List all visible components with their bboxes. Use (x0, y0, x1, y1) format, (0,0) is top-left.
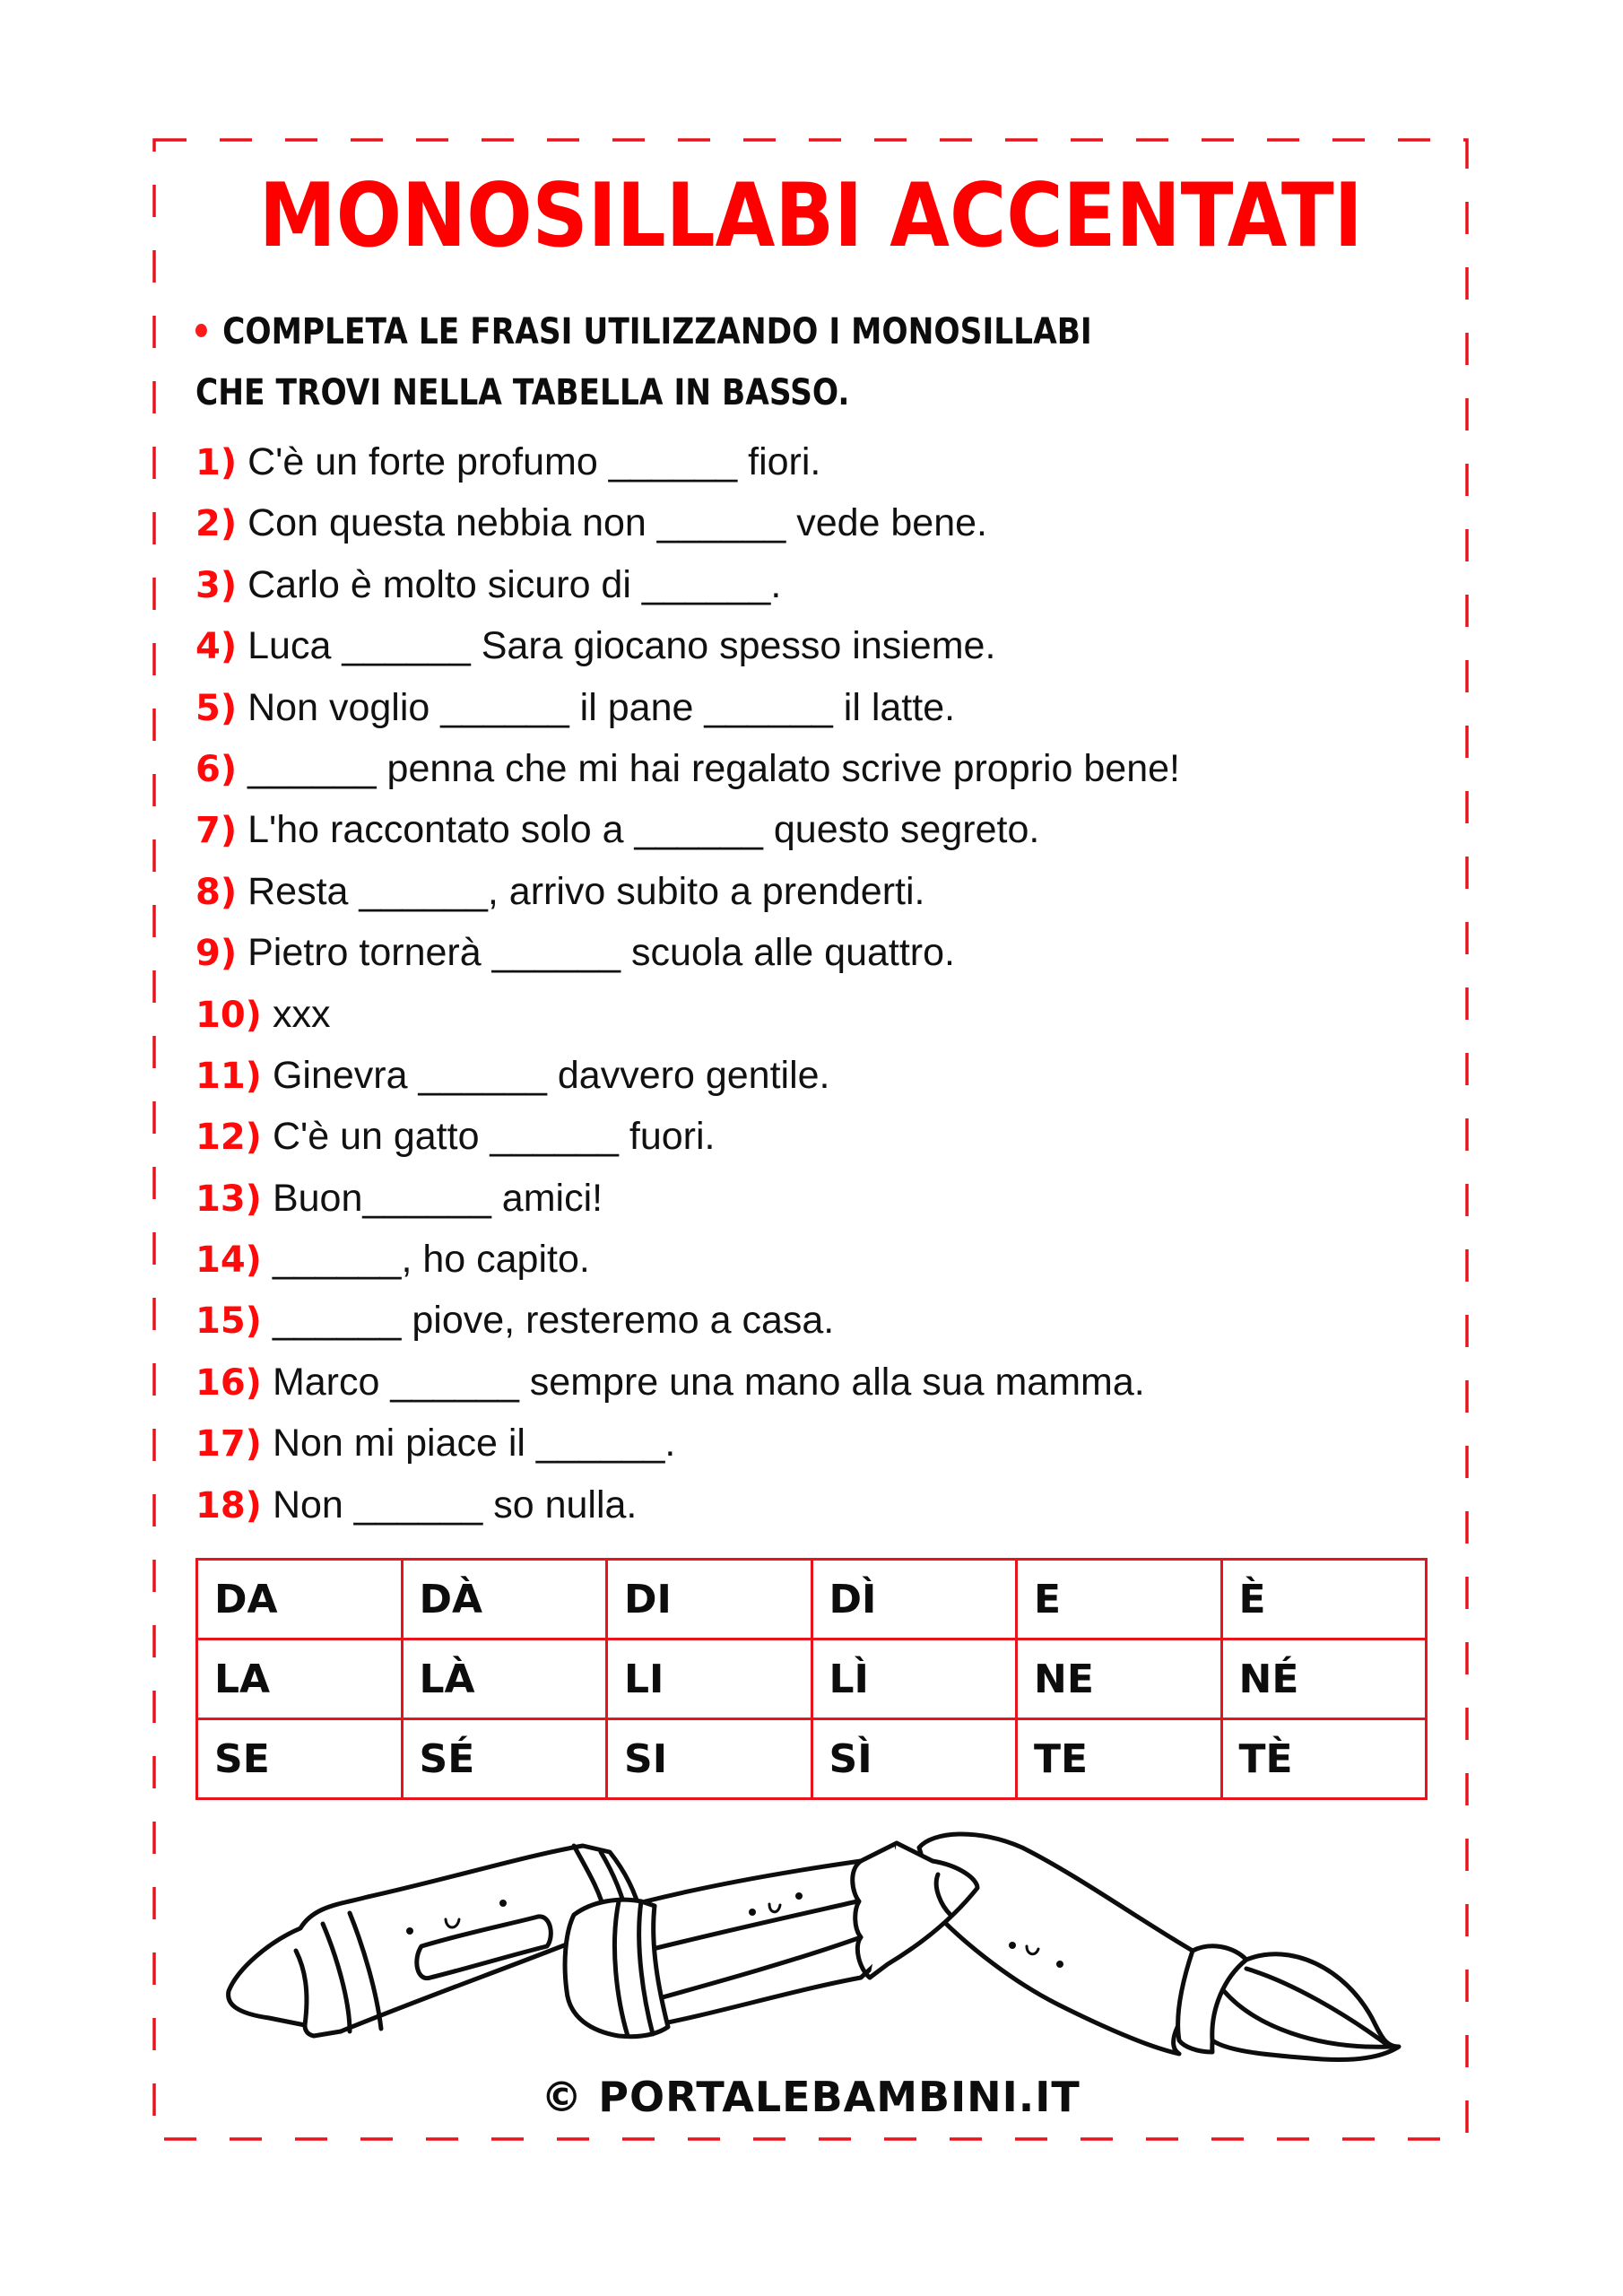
exercise-item (195, 615, 1451, 676)
table-cell: LA (197, 1639, 403, 1719)
item-text: ______ piove, resteremo a casa. (272, 1299, 835, 1343)
table-cell: SI (607, 1719, 812, 1799)
item-number: 2) (195, 503, 238, 545)
table-cell: TÈ (1221, 1719, 1427, 1799)
item-number: 5) (195, 687, 238, 729)
exercise-item (195, 677, 1451, 738)
item-text: Ginevra ______ davvero gentile. (272, 1053, 830, 1097)
table-cell: DÌ (812, 1560, 1017, 1639)
item-number: 4) (195, 626, 238, 668)
item-number: 3) (195, 564, 238, 606)
paintbrush-icon (919, 1834, 1399, 2060)
item-number: 18) (195, 1484, 262, 1526)
table-cell: NE (1017, 1639, 1222, 1719)
exercise-item (195, 1045, 1451, 1106)
exercise-item (195, 1474, 1451, 1535)
page-title-wrapper (154, 167, 1467, 265)
exercise-item (195, 1229, 1451, 1290)
exercise-item (195, 799, 1451, 860)
table-cell: E (1017, 1560, 1222, 1639)
item-text: L'ho raccontato solo a ______ questo segreto. (247, 808, 1040, 852)
table-cell: DI (607, 1560, 812, 1639)
item-text: Pietro tornerà ______ scuola alle quattro. (247, 931, 955, 975)
table-row (197, 1639, 1427, 1719)
item-number: 8) (195, 871, 238, 913)
item-text: Non ______ so nulla. (272, 1483, 638, 1526)
exercise-list (195, 431, 1451, 1535)
instruction-line-2: CHE TROVI NELLA TABELLA IN BASSO. (195, 372, 850, 413)
item-number: 7) (195, 810, 238, 852)
item-number: 1) (195, 442, 238, 483)
page-title: MONOSILLABI ACCENTATI (258, 165, 1363, 267)
table-cell: LÀ (402, 1639, 607, 1719)
exercise-item (195, 431, 1451, 492)
instruction-line-1 (195, 301, 1275, 362)
item-text: xxx (272, 992, 331, 1036)
exercise-item (195, 984, 1451, 1045)
item-text: Resta ______, arrivo subito a prenderti. (247, 869, 925, 913)
item-number: 13) (195, 1178, 262, 1220)
instruction (195, 301, 1451, 423)
exercise-item (195, 1106, 1451, 1167)
table-cell: DA (197, 1560, 403, 1639)
item-text: Carlo è molto sicuro di ______. (247, 562, 782, 606)
item-text: Marco ______ sempre una mano alla sua mamma. (272, 1360, 1145, 1404)
table-cell: TE (1017, 1719, 1222, 1799)
table-cell: SE (197, 1719, 403, 1799)
pencil-cap (565, 1900, 668, 2037)
exercise-item (195, 861, 1451, 922)
item-text: Con questa nebbia non ______ vede bene. (247, 501, 987, 545)
item-number: 12) (195, 1117, 262, 1159)
table-cell: LÌ (812, 1639, 1017, 1719)
exercise-item (195, 1168, 1451, 1229)
item-text: C'è un forte profumo ______ fiori. (247, 440, 821, 483)
item-number: 6) (195, 748, 238, 790)
table-cell: NÉ (1221, 1639, 1427, 1719)
table-cell: LI (607, 1639, 812, 1719)
exercise-item (195, 554, 1451, 615)
item-number: 10) (195, 994, 262, 1036)
exercise-item (195, 738, 1451, 799)
exercise-item (195, 1290, 1451, 1351)
table-cell: SÉ (402, 1719, 607, 1799)
item-number: 16) (195, 1361, 262, 1404)
item-number: 11) (195, 1055, 262, 1097)
item-text: Non mi piace il ______. (272, 1422, 676, 1465)
copyright-footer: © PORTALEBAMBINI.IT (541, 2073, 1081, 2121)
stationery-illustration (215, 1812, 1417, 2063)
item-number: 17) (195, 1423, 262, 1465)
exercise-item (195, 1413, 1451, 1474)
item-text: ______ penna che mi hai regalato scrive proprio bene! (247, 746, 1180, 790)
table-row (197, 1719, 1427, 1799)
exercise-item (195, 922, 1451, 983)
table-cell: DÀ (402, 1560, 607, 1639)
table-cell: È (1221, 1560, 1427, 1639)
item-text: Buon______ amici! (272, 1176, 603, 1220)
monosyllable-table (195, 1558, 1428, 1800)
item-text: Luca ______ Sara giocano spesso insieme. (247, 624, 996, 668)
item-number: 9) (195, 933, 238, 975)
table-row (197, 1560, 1427, 1639)
item-number: 15) (195, 1300, 262, 1343)
table-cell: SÌ (812, 1719, 1017, 1799)
item-number: 14) (195, 1239, 262, 1282)
item-text: C'è un gatto ______ fuori. (272, 1115, 716, 1159)
instruction-text-1: COMPLETA LE FRASI UTILIZZANDO I MONOSILLABI (222, 311, 1092, 352)
item-text: ______, ho capito. (272, 1238, 590, 1282)
item-text: Non voglio ______ il pane ______ il latte. (247, 685, 956, 729)
exercise-item (195, 1352, 1451, 1413)
bullet-icon (195, 324, 207, 337)
exercise-item (195, 492, 1451, 553)
